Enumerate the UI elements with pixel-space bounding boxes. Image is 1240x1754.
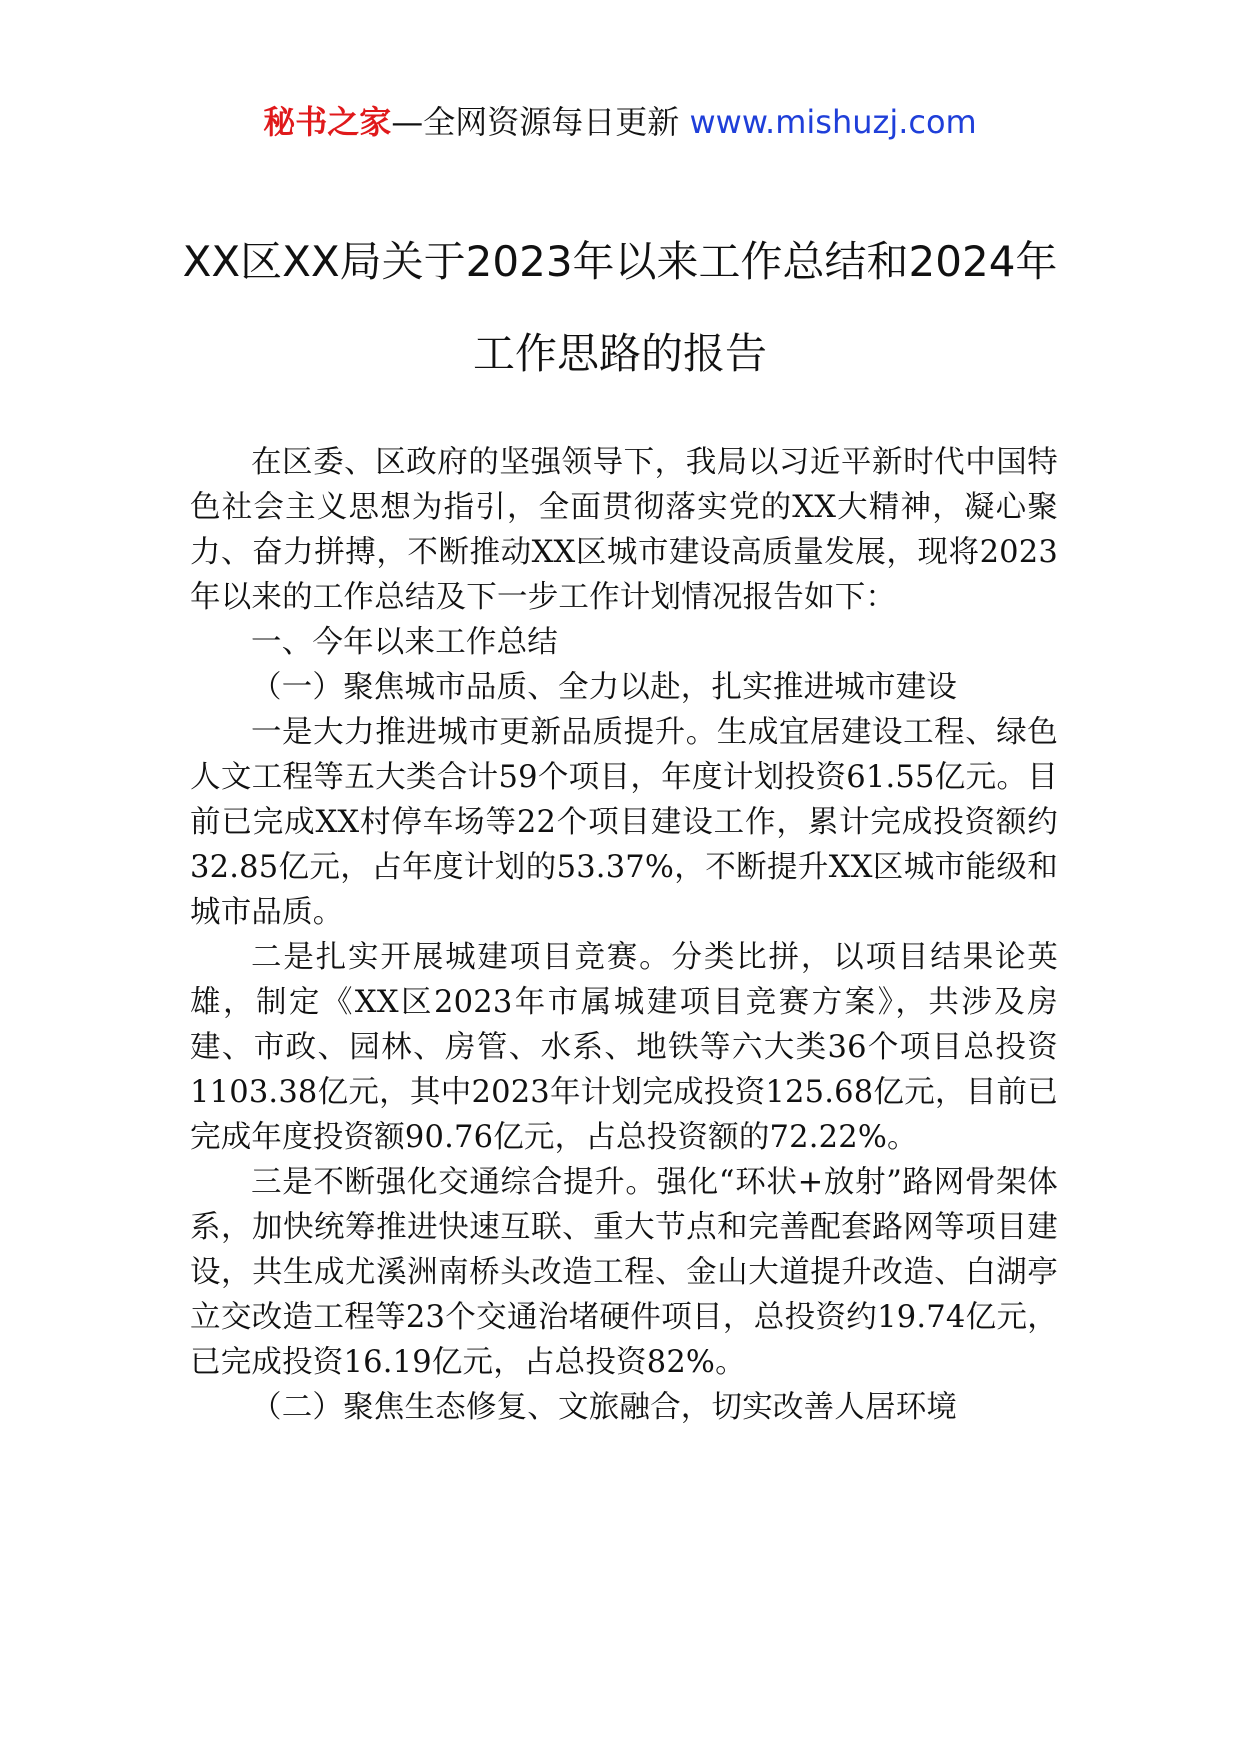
brand-name: 秘书之家 [263,103,392,141]
document-body [190,440,1058,1430]
section-heading-1: 一、今年以来工作总结 [251,625,558,660]
paragraph-item-1: 一是大力推进城市更新品质提升。生成宜居建设工程、绿色人文工程等五大类合计59个项目，年度计划投资61.55亿元。目前已完成XX村停车场等22个项目建设工作，累计完成投资额约32.85亿元，占年度计划的53.37%，不断提升XX区城市能级和城市品质。 [190,715,1058,930]
document-title-line-1: XX区XX局关于2023年以来工作总结和2024年 [182,237,1058,286]
document-title-line-2: 工作思路的报告 [472,329,767,378]
subsection-heading-1: （一）聚焦城市品质、全力以赴，扎实推进城市建设 [251,670,958,705]
paragraph-item-2: 二是扎实开展城建项目竞赛。分类比拼，以项目结果论英雄，制定《XX区2023年市属城建项目竞赛方案》，共涉及房建、市政、园林、房管、水系、地铁等六大类36个项目总投资1103.38亿元，其中2023年计划完成投资125.68亿元，目前已完成年度投资额90.76亿元，占总投资额的72.22%。 [190,940,1058,1155]
banner-slogan: —全网资源每日更新 [391,103,680,141]
subsection-heading-2: （二）聚焦生态修复、文旅融合，切实改善人居环境 [251,1390,958,1425]
site-banner [0,100,1240,144]
paragraph-item-3: 三是不断强化交通综合提升。强化“环状+放射”路网骨架体系，加快统筹推进快速互联、重大节点和完善配套路网等项目建设，共生成尤溪洲南桥头改造工程、金山大道提升改造、白湖亭立交改造工程等23个交通治堵硬件项目，总投资约19.74亿元，已完成投资16.19亿元，占总投资82%。 [190,1165,1058,1380]
intro-paragraph: 在区委、区政府的坚强领导下，我局以习近平新时代中国特色社会主义思想为指引，全面贯彻落实党的XX大精神，凝心聚力、奋力拼搏，不断推动XX区城市建设高质量发展，现将2023年以来的工作总结及下一步工作计划情况报告如下： [190,445,1058,615]
site-link[interactable]: www.mishuzj.com [689,103,977,141]
